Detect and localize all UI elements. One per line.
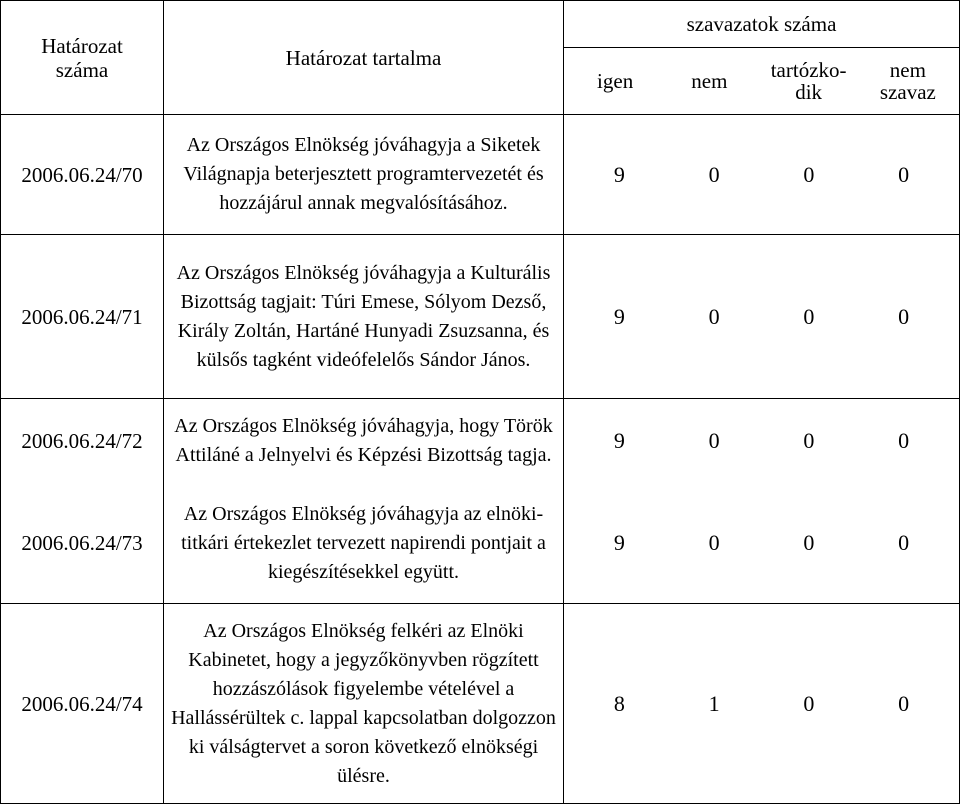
vote-cell — [564, 604, 960, 804]
vote-nem-szavaz: 0 — [898, 530, 910, 556]
vote-nem: 1 — [708, 690, 720, 716]
table-row — [1, 235, 960, 399]
resolution-id: 2006.06.24/74 — [1, 604, 164, 804]
vote-nem-szavaz: 0 — [898, 690, 910, 716]
vote-tartozkodik: 0 — [803, 428, 815, 454]
header-vote-nem-szavaz: nem szavaz — [879, 58, 936, 104]
vote-igen: 9 — [613, 161, 625, 187]
vote-nem-szavaz: 0 — [898, 161, 910, 187]
vote-cell — [564, 484, 960, 604]
vote-tartozkodik: 0 — [803, 530, 815, 556]
vote-nem: 0 — [708, 161, 720, 187]
vote-tartozkodik: 0 — [803, 161, 815, 187]
vote-cell — [564, 115, 960, 235]
vote-nem-szavaz: 0 — [898, 428, 910, 454]
vote-nem: 0 — [708, 530, 720, 556]
vote-tartozkodik: 0 — [803, 690, 815, 716]
vote-igen: 9 — [613, 530, 625, 556]
resolution-id: 2006.06.24/71 — [1, 235, 164, 399]
resolution-text: Az Országos Elnökség jóváhagyja, hogy Török Attiláné a Jelnyelvi és Képzési Bizottság tagja. — [164, 399, 564, 484]
vote-nem-szavaz: 0 — [898, 303, 910, 329]
header-id-col: Határozat száma — [1, 1, 164, 115]
resolution-id: 2006.06.24/73 — [1, 484, 164, 604]
vote-cell — [564, 399, 960, 484]
resolution-text: Az Országos Elnökség jóváhagyja a Siketek Világnapja beterjesztett programtervezetét és hozzájárul annak megvalósításához. — [164, 115, 564, 235]
table-row — [1, 604, 960, 804]
vote-nem: 0 — [708, 303, 720, 329]
header-vote-tartozkodik: tartózko-dik — [770, 58, 847, 104]
header-content-col: Határozat tartalma — [164, 1, 564, 115]
resolution-text: Az Országos Elnökség jóváhagyja az elnöki-titkári értekezlet tervezett napirendi pontjait a kiegészítésekkel együtt. — [164, 484, 564, 604]
table-row — [1, 399, 960, 484]
table-row — [1, 115, 960, 235]
vote-nem: 0 — [708, 428, 720, 454]
vote-igen: 8 — [613, 690, 625, 716]
vote-col-headers — [564, 48, 960, 115]
vote-tartozkodik: 0 — [803, 303, 815, 329]
resolution-id: 2006.06.24/72 — [1, 399, 164, 484]
header-vote-nem: nem — [691, 69, 728, 93]
resolution-text: Az Országos Elnökség felkéri az Elnöki Kabinetet, hogy a jegyzőkönyvben rögzített hozzászólások figyelembe vételével a Hallássérültek c. lappal kapcsolatban dolgozzon ki válságtervet a soron következő elnökségi ülésre. — [164, 604, 564, 804]
header-votes-title: szavazatok száma — [564, 1, 960, 48]
vote-igen: 9 — [613, 428, 625, 454]
resolution-text: Az Országos Elnökség jóváhagyja a Kulturális Bizottság tagjait: Túri Emese, Sólyom Dezső, Király Zoltán, Hartáné Hunyadi Zsuzsanna, és külsős tagként videófelelős Sándor János. — [164, 235, 564, 399]
header-row — [1, 1, 960, 48]
vote-cell — [564, 235, 960, 399]
resolution-id: 2006.06.24/70 — [1, 115, 164, 235]
table-row — [1, 484, 960, 604]
vote-igen: 9 — [613, 303, 625, 329]
header-vote-igen: igen — [597, 69, 634, 93]
